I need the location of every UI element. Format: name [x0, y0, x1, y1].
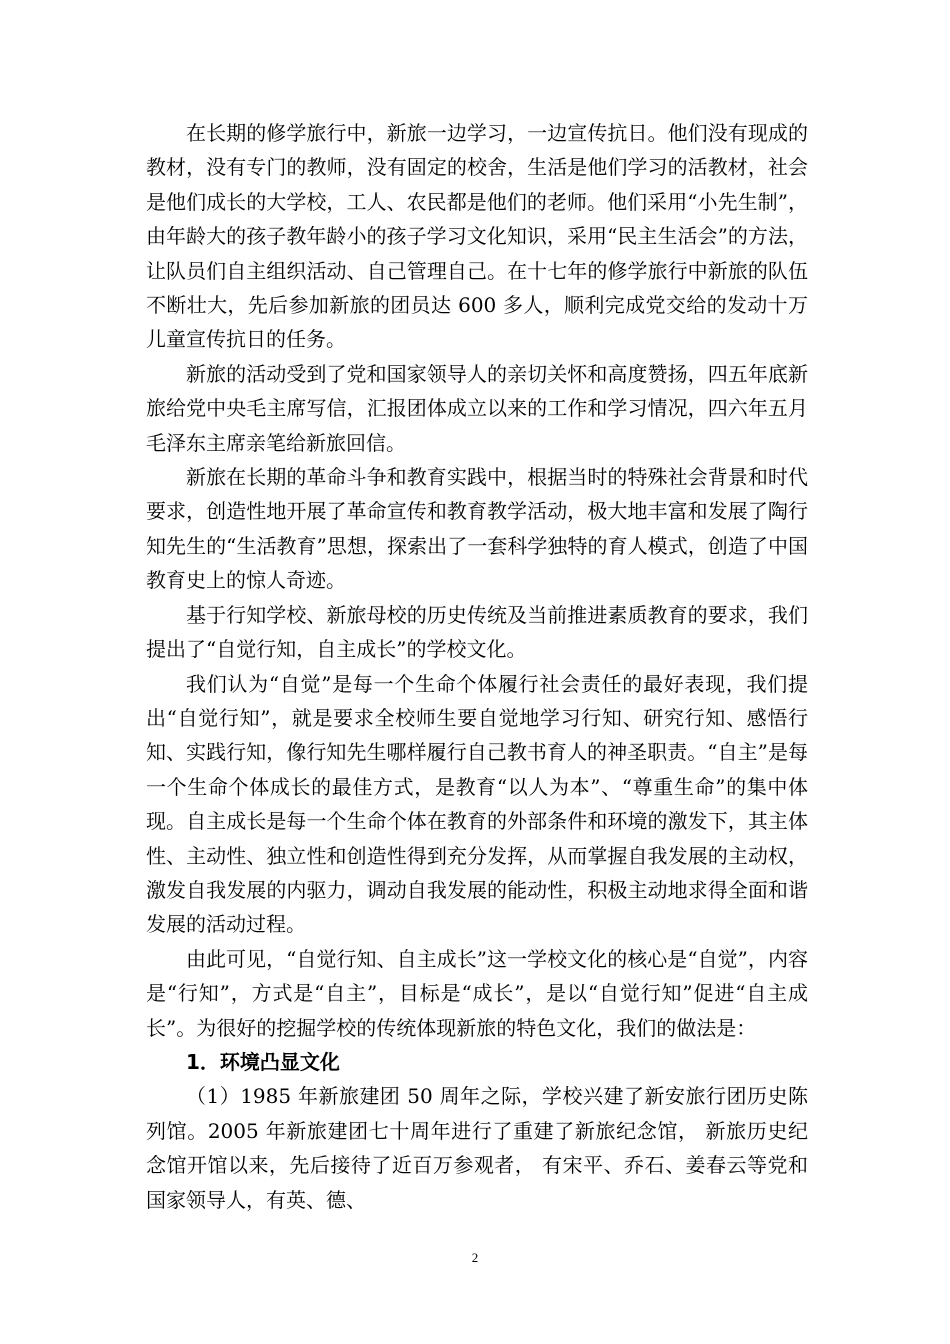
paragraph-3: 新旅在长期的革命斗争和教育实践中，根据当时的特殊社会背景和时代要求，创造性地开展了革命宣传和教育教学活动，极大地丰富和发展了陶行知先生的“生活教育”思想，探索出了一套科学独特的育人模式，创造了中国教育史上的惊人奇迹。: [146, 465, 808, 593]
body-text: [146, 116, 808, 1217]
paragraph-6: 由此可见，“自觉行知、自主成长”这一学校文化的核心是“自觉”，内容是“行知”，方式是“自主”，目标是“成长”，是以“自觉行知”促进“自主成长”。为很好的挖掘学校的传统体现新旅的特色文化，我们的做法是：: [146, 946, 808, 1040]
section-heading: 1．环境凸显文化: [186, 1049, 340, 1074]
page-number: 2: [471, 1250, 479, 1265]
paragraph-4: 基于行知学校、新旅母校的历史传统及当前推进素质教育的要求，我们提出了“自觉行知，自主成长”的学校文化。: [146, 602, 808, 662]
paragraph-2: 新旅的活动受到了党和国家领导人的亲切关怀和高度赞扬，四五年底新旅给党中央毛主席写信，汇报团体成立以来的工作和学习情况，四六年五月毛泽东主席亲笔给新旅回信。: [146, 361, 808, 455]
paragraph-item-1: （1）1985 年新旅建团 50 周年之际，学校兴建了新安旅行团历史陈列馆。2005 年新旅建团七十周年进行了重建了新旅纪念馆， 新旅历史纪念馆开馆以来，先后接待了近百万参观者， 有宋平、乔石、姜春云等党和国家领导人，有英、德、: [146, 1084, 808, 1212]
paragraph-5: 我们认为“自觉”是每一个生命个体履行社会责任的最好表现，我们提出“自觉行知”，就是要求全校师生要自觉地学习行知、研究行知、感悟行知、实践行知，像行知先生哪样履行自己教书育人的神圣职责。“自主”是每一个生命个体成长的最佳方式，是教育“以人为本”、“尊重生命”的集中体现。自主成长是每一个生命个体在教育的外部条件和环境的激发下，其主体性、主动性、独立性和创造性得到充分发挥，从而掌握自我发展的主动权，激发自我发展的内驱力，调动自我发展的能动性，积极主动地求得全面和谐发展的活动过程。: [146, 671, 808, 937]
paragraph-1: 在长期的修学旅行中，新旅一边学习，一边宣传抗日。他们没有现成的教材，没有专门的教师，没有固定的校舍，生活是他们学习的活教材，社会是他们成长的大学校，工人、农民都是他们的老师。他们采用“小先生制”，由年龄大的孩子教年龄小的孩子学习文化知识，采用“民主生活会”的方法，让队员们自主组织活动、自己管理自己。在十七年的修学旅行中新旅的队伍不断壮大，先后参加新旅的团员达 600 多人，顺利完成党交给的发动十万儿童宣传抗日的任务。: [146, 121, 808, 352]
